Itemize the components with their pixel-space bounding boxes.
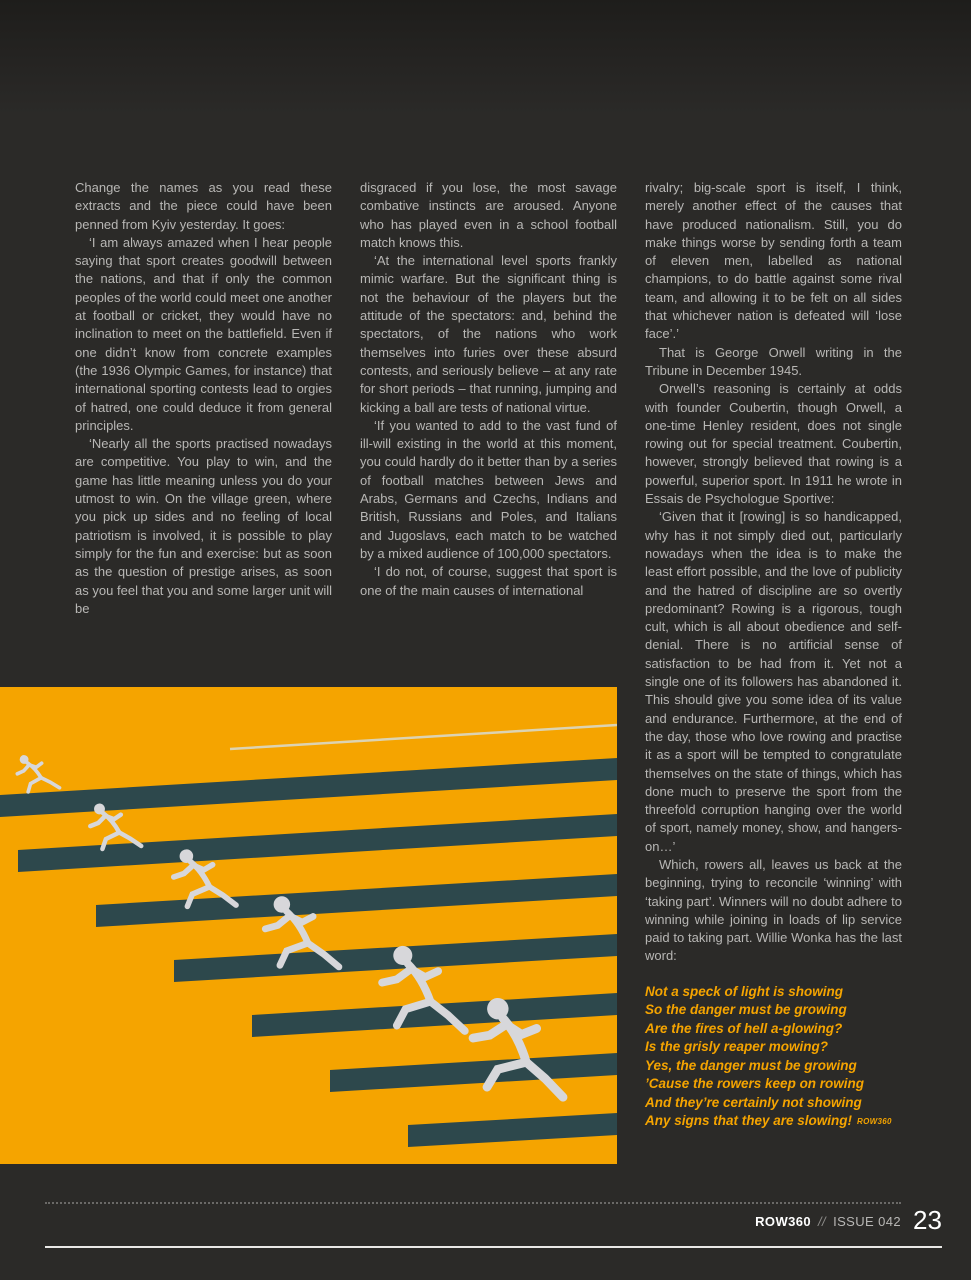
page-number: 23 bbox=[913, 1205, 942, 1235]
poem-line: Not a speck of light is showing bbox=[645, 983, 844, 999]
article-paragraph: rivalry; big-scale sport is itself, I think, merely another effect of the causes that have produced nationalism. Still, you do make things worse by sending forth a team of eleven men, labelled as national champions, to do battle against some rival team, and allowing it to be felt on all sides that whichever nation is defeated will ‘lose face’.’ bbox=[645, 180, 902, 342]
article-paragraph: disgraced if you lose, the most savage combative instincts are aroused. Anyone who has played even in a school football match knows this. bbox=[360, 180, 617, 250]
article-paragraph: ‘If you wanted to add to the vast fund of ill-will existing in the world at this moment, you could hardly do it better than by a series of football matches between Jews and Arabs, Germans and Czechs, Indians and British, Russians and Poles, and Italians and Jugoslavs, each match to be watched by a mixed audience of 100,000 spectators. bbox=[360, 417, 617, 561]
article-column-3 bbox=[645, 179, 902, 1132]
article-paragraph: ‘Nearly all the sports practised nowadays are competitive. You play to win, and the game has little meaning unless you do your utmost to win. On the village green, where you pick up sides and no feeling of local patriotism is involved, it is possible to play simply for the fun and exercise: but as soon as the question of prestige arises, as soon as you feel that you and some larger unit will be bbox=[75, 436, 332, 616]
footer-issue: ISSUE 042 bbox=[833, 1214, 901, 1229]
poem-line: Yes, the danger must be growing bbox=[645, 1057, 857, 1073]
footer-meta bbox=[755, 1214, 901, 1229]
footer-separator: // bbox=[818, 1214, 827, 1229]
poem-line: Are the fires of hell a-glowing? bbox=[645, 1020, 843, 1036]
article-column-2 bbox=[360, 179, 617, 600]
illustration-background bbox=[0, 687, 617, 1164]
poem-line: ’Cause the rowers keep on rowing bbox=[645, 1076, 865, 1092]
article-paragraph: ‘At the international level sports frankly mimic warfare. But the significant thing is not the behaviour of the players but the attitude of the spectators: and, behind the spectators, of the nations who work themselves into furies over these absurd contests, and seriously believe – at any rate for short periods – that running, jumping and kicking a ball are tests of national virtue. bbox=[360, 253, 617, 415]
article-paragraph: ‘I do not, of course, suggest that sport is one of the main causes of international bbox=[360, 564, 617, 598]
article-paragraph: That is George Orwell writing in the Tribune in December 1945. bbox=[645, 344, 902, 378]
runners-staircase-illustration bbox=[0, 687, 617, 1164]
poem-line: So the danger must be growing bbox=[645, 1002, 847, 1018]
article-paragraph: Which, rowers all, leaves us back at the beginning, trying to reconcile ‘winning’ with ‘taking part’. Winners will no doubt adhere to winning while joining in loads of lip service paid to taking part. Willie Wonka has the last word: bbox=[645, 856, 902, 964]
footer-magazine-name: ROW360 bbox=[755, 1214, 812, 1229]
footer-divider-solid bbox=[45, 1246, 942, 1248]
footer-divider-dotted bbox=[45, 1202, 901, 1204]
article-paragraph: Orwell’s reasoning is certainly at odds with founder Coubertin, though Orwell, a one-time Henley resident, does not single rowing out for special treatment. Coubertin, however, strongly believed that rowing is a powerful, superior sport. In 1911 he wrote in Essais de Psychologue Sportive: bbox=[645, 381, 902, 507]
row360-logo: ROW360 bbox=[857, 1117, 892, 1127]
poem-line: And they’re certainly not showing bbox=[645, 1094, 862, 1110]
poem-line: Is the grisly reaper mowing? bbox=[645, 1039, 829, 1055]
article-paragraph: ‘I am always amazed when I hear people saying that sport creates goodwill between the nations, and that if only the common peoples of the world could meet one another at football or cricket, they would have no inclination to meet on the battlefield. Even if one didn’t know from concrete examples (the 1936 Olympic Games, for instance) that international sporting contests lead to orgies of hatred, one could deduce it from general principles. bbox=[75, 234, 332, 433]
article-column-1 bbox=[75, 179, 332, 618]
article-paragraph: ‘Given that it [rowing] is so handicapped, why has it not simply died out, particularly nowadays when the idea is to make the least effort possible, and the love of publicity and the hatred of discipline are so overtly predominant? Rowing is a rigorous, tough cult, which is all about obedience and self-denial. There is no artificial sense of satisfaction to be had from it. Yet not a single one of its followers has abandoned it. This should give you some idea of its value and endurance. Furthermore, at the end of the day, those who love rowing and practise it as a sport will be tempted to congratulate themselves on the state of things, which has done much to preserve the sport from the threefold corruption hanging over the world of sport, namely money, show, and hangers-on…’ bbox=[645, 509, 902, 854]
article-paragraph: Change the names as you read these extracts and the piece could have been penned from Kyiv yesterday. It goes: bbox=[75, 180, 332, 232]
poem bbox=[645, 983, 902, 1132]
poem-line: Any signs that they are slowing! ROW360 bbox=[645, 1113, 892, 1129]
